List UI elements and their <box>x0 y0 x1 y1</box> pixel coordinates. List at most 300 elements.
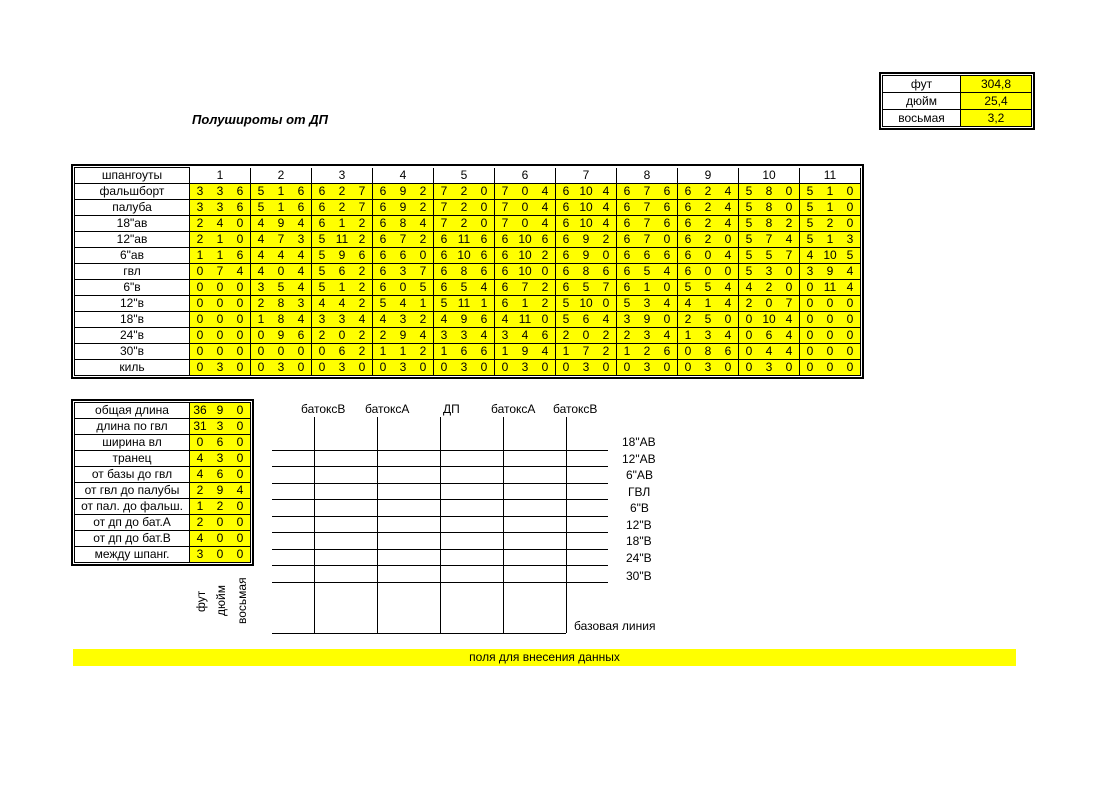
offset-cell[interactable]: 2 <box>678 312 699 328</box>
offset-cell[interactable]: 2 <box>332 184 352 200</box>
offset-cell[interactable]: 11 <box>515 312 535 328</box>
offset-cell[interactable]: 2 <box>352 296 373 312</box>
unit-value[interactable]: 25,4 <box>961 93 1032 110</box>
offset-cell[interactable]: 7 <box>352 200 373 216</box>
offset-cell[interactable]: 0 <box>820 328 840 344</box>
offset-cell[interactable]: 10 <box>515 232 535 248</box>
offset-cell[interactable]: 7 <box>210 264 230 280</box>
offset-cell[interactable]: 4 <box>657 296 678 312</box>
offset-cell[interactable]: 3 <box>495 328 516 344</box>
param-value-cell[interactable]: 2 <box>210 499 230 515</box>
offset-cell[interactable]: 5 <box>454 280 474 296</box>
offset-cell[interactable]: 6 <box>657 216 678 232</box>
offset-cell[interactable]: 6 <box>332 264 352 280</box>
offset-cell[interactable]: 4 <box>596 312 617 328</box>
offset-cell[interactable]: 1 <box>271 200 291 216</box>
offset-cell[interactable]: 0 <box>739 328 760 344</box>
offset-cell[interactable]: 6 <box>617 232 638 248</box>
offset-cell[interactable]: 0 <box>800 344 821 360</box>
offset-cell[interactable]: 0 <box>718 312 739 328</box>
offset-cell[interactable]: 4 <box>596 200 617 216</box>
offset-cell[interactable]: 6 <box>230 200 251 216</box>
offset-cell[interactable]: 2 <box>352 264 373 280</box>
offset-cell[interactable]: 2 <box>535 296 556 312</box>
offset-cell[interactable]: 9 <box>576 248 596 264</box>
offset-cell[interactable]: 3 <box>190 184 211 200</box>
offset-cell[interactable]: 6 <box>434 280 455 296</box>
offset-cell[interactable]: 2 <box>698 216 718 232</box>
offset-cell[interactable]: 3 <box>271 360 291 376</box>
offset-cell[interactable]: 10 <box>759 312 779 328</box>
offset-cell[interactable]: 3 <box>637 296 657 312</box>
offset-cell[interactable]: 0 <box>556 360 577 376</box>
param-value-cell[interactable]: 0 <box>230 451 251 467</box>
offset-cell[interactable]: 3 <box>393 312 413 328</box>
offset-cell[interactable]: 3 <box>210 360 230 376</box>
offset-cell[interactable]: 5 <box>800 232 821 248</box>
offset-cell[interactable]: 6 <box>617 216 638 232</box>
offset-cell[interactable]: 0 <box>779 200 800 216</box>
offset-cell[interactable]: 0 <box>840 200 861 216</box>
offset-cell[interactable]: 0 <box>190 296 211 312</box>
offset-cell[interactable]: 6 <box>454 344 474 360</box>
offset-cell[interactable]: 4 <box>291 280 312 296</box>
offset-cell[interactable]: 6 <box>291 184 312 200</box>
offset-cell[interactable]: 6 <box>434 248 455 264</box>
offset-cell[interactable]: 6 <box>657 184 678 200</box>
param-value-cell[interactable]: 0 <box>230 467 251 483</box>
offset-cell[interactable]: 4 <box>779 232 800 248</box>
offset-cell[interactable]: 2 <box>698 184 718 200</box>
offset-cell[interactable]: 2 <box>352 280 373 296</box>
offset-cell[interactable]: 7 <box>637 232 657 248</box>
offset-cell[interactable]: 6 <box>678 232 699 248</box>
offset-cell[interactable]: 5 <box>840 248 861 264</box>
offset-cell[interactable]: 2 <box>617 328 638 344</box>
offset-cell[interactable]: 0 <box>739 312 760 328</box>
offset-cell[interactable]: 0 <box>210 280 230 296</box>
offset-cell[interactable]: 5 <box>312 248 333 264</box>
offset-cell[interactable]: 6 <box>373 200 394 216</box>
offset-cell[interactable]: 10 <box>576 296 596 312</box>
offset-cell[interactable]: 4 <box>474 280 495 296</box>
offset-cell[interactable]: 0 <box>759 296 779 312</box>
offset-cell[interactable]: 7 <box>434 184 455 200</box>
offset-cell[interactable]: 5 <box>556 312 577 328</box>
offset-cell[interactable]: 0 <box>515 200 535 216</box>
offset-cell[interactable]: 1 <box>820 184 840 200</box>
offset-cell[interactable]: 0 <box>312 360 333 376</box>
offset-cell[interactable]: 6 <box>495 232 516 248</box>
offset-cell[interactable]: 5 <box>617 296 638 312</box>
param-value-cell[interactable]: 0 <box>230 435 251 451</box>
offset-cell[interactable]: 4 <box>657 328 678 344</box>
offset-cell[interactable]: 10 <box>820 248 840 264</box>
offset-cell[interactable]: 0 <box>230 344 251 360</box>
offset-cell[interactable]: 0 <box>657 232 678 248</box>
offset-cell[interactable]: 6 <box>312 184 333 200</box>
offset-cell[interactable]: 0 <box>413 248 434 264</box>
offset-cell[interactable]: 6 <box>556 264 577 280</box>
offset-cell[interactable]: 0 <box>820 344 840 360</box>
offset-cell[interactable]: 6 <box>434 232 455 248</box>
offset-cell[interactable]: 1 <box>332 216 352 232</box>
offset-cell[interactable]: 0 <box>739 360 760 376</box>
offset-cell[interactable]: 7 <box>637 216 657 232</box>
offset-cell[interactable]: 1 <box>617 344 638 360</box>
offset-cell[interactable]: 6 <box>617 264 638 280</box>
offset-cell[interactable]: 6 <box>495 264 516 280</box>
offset-cell[interactable]: 9 <box>637 312 657 328</box>
offset-cell[interactable]: 0 <box>840 328 861 344</box>
offset-cell[interactable]: 5 <box>739 248 760 264</box>
offset-cell[interactable]: 6 <box>434 264 455 280</box>
offset-cell[interactable]: 6 <box>393 248 413 264</box>
offset-cell[interactable]: 2 <box>759 280 779 296</box>
param-value-cell[interactable]: 0 <box>210 547 230 563</box>
offset-cell[interactable]: 4 <box>332 296 352 312</box>
offset-cell[interactable]: 4 <box>657 264 678 280</box>
offset-cell[interactable]: 6 <box>759 328 779 344</box>
offset-cell[interactable]: 6 <box>474 232 495 248</box>
offset-cell[interactable]: 0 <box>190 344 211 360</box>
offset-cell[interactable]: 6 <box>474 248 495 264</box>
offset-cell[interactable]: 2 <box>820 216 840 232</box>
offset-cell[interactable]: 2 <box>698 200 718 216</box>
offset-cell[interactable]: 4 <box>434 312 455 328</box>
offset-cell[interactable]: 5 <box>251 200 272 216</box>
offset-cell[interactable]: 5 <box>312 232 333 248</box>
param-value-cell[interactable]: 36 <box>190 403 211 419</box>
offset-cell[interactable]: 1 <box>495 344 516 360</box>
param-value-cell[interactable]: 0 <box>190 435 211 451</box>
offset-cell[interactable]: 0 <box>678 344 699 360</box>
offset-cell[interactable]: 10 <box>576 216 596 232</box>
offset-cell[interactable]: 4 <box>474 328 495 344</box>
offset-cell[interactable]: 11 <box>820 280 840 296</box>
offset-cell[interactable]: 3 <box>617 312 638 328</box>
offset-cell[interactable]: 6 <box>617 184 638 200</box>
offset-cell[interactable]: 4 <box>718 248 739 264</box>
offset-cell[interactable]: 9 <box>271 328 291 344</box>
offset-cell[interactable]: 0 <box>190 312 211 328</box>
offset-cell[interactable]: 0 <box>596 296 617 312</box>
offset-cell[interactable]: 0 <box>251 344 272 360</box>
param-value-cell[interactable]: 4 <box>190 531 211 547</box>
offset-cell[interactable]: 5 <box>251 184 272 200</box>
offset-cell[interactable]: 6 <box>373 280 394 296</box>
offset-cell[interactable]: 0 <box>230 280 251 296</box>
offset-cell[interactable]: 4 <box>535 200 556 216</box>
offset-cell[interactable]: 2 <box>413 184 434 200</box>
offset-cell[interactable]: 6 <box>291 328 312 344</box>
offset-cell[interactable]: 0 <box>535 264 556 280</box>
offset-cell[interactable]: 0 <box>230 328 251 344</box>
offset-cell[interactable]: 9 <box>393 328 413 344</box>
offset-cell[interactable]: 2 <box>454 184 474 200</box>
param-value-cell[interactable]: 2 <box>190 515 211 531</box>
offset-cell[interactable]: 1 <box>271 184 291 200</box>
offset-cell[interactable]: 7 <box>596 280 617 296</box>
offset-cell[interactable]: 5 <box>739 216 760 232</box>
offset-cell[interactable]: 3 <box>393 360 413 376</box>
unit-value[interactable]: 3,2 <box>961 110 1032 127</box>
param-value-cell[interactable]: 0 <box>210 531 230 547</box>
offset-cell[interactable]: 2 <box>190 232 211 248</box>
offset-cell[interactable]: 6 <box>495 280 516 296</box>
offset-cell[interactable]: 3 <box>759 360 779 376</box>
offset-cell[interactable]: 0 <box>779 264 800 280</box>
offset-cell[interactable]: 0 <box>657 312 678 328</box>
offset-cell[interactable]: 6 <box>373 184 394 200</box>
offset-cell[interactable]: 0 <box>474 200 495 216</box>
offset-cell[interactable]: 0 <box>657 280 678 296</box>
offset-cell[interactable]: 0 <box>291 360 312 376</box>
offset-cell[interactable]: 4 <box>413 216 434 232</box>
offset-cell[interactable]: 0 <box>190 280 211 296</box>
offset-cell[interactable]: 0 <box>820 360 840 376</box>
param-value-cell[interactable]: 0 <box>210 515 230 531</box>
offset-cell[interactable]: 5 <box>739 264 760 280</box>
offset-cell[interactable]: 0 <box>190 360 211 376</box>
offset-cell[interactable]: 2 <box>352 232 373 248</box>
offset-cell[interactable]: 0 <box>271 344 291 360</box>
offset-cell[interactable]: 0 <box>230 216 251 232</box>
offset-cell[interactable]: 4 <box>251 248 272 264</box>
offset-cell[interactable]: 6 <box>312 216 333 232</box>
offset-cell[interactable]: 3 <box>454 360 474 376</box>
offset-cell[interactable]: 7 <box>413 264 434 280</box>
offset-cell[interactable]: 6 <box>474 344 495 360</box>
offset-cell[interactable]: 7 <box>515 280 535 296</box>
offset-cell[interactable]: 7 <box>576 344 596 360</box>
offset-cell[interactable]: 2 <box>556 328 577 344</box>
offset-cell[interactable]: 6 <box>312 200 333 216</box>
offset-cell[interactable]: 3 <box>291 296 312 312</box>
offset-cell[interactable]: 4 <box>596 216 617 232</box>
offset-cell[interactable]: 6 <box>373 264 394 280</box>
offset-cell[interactable]: 0 <box>535 312 556 328</box>
offset-cell[interactable]: 4 <box>718 216 739 232</box>
offset-cell[interactable]: 6 <box>657 248 678 264</box>
offset-cell[interactable]: 1 <box>190 248 211 264</box>
offset-cell[interactable]: 0 <box>698 248 718 264</box>
offset-cell[interactable]: 7 <box>779 296 800 312</box>
offset-cell[interactable]: 4 <box>291 264 312 280</box>
offset-cell[interactable]: 2 <box>596 328 617 344</box>
offset-cell[interactable]: 7 <box>271 232 291 248</box>
offset-cell[interactable]: 1 <box>637 280 657 296</box>
offset-cell[interactable]: 6 <box>556 248 577 264</box>
offset-cell[interactable]: 6 <box>535 328 556 344</box>
offset-cell[interactable]: 0 <box>840 216 861 232</box>
offset-cell[interactable]: 6 <box>373 216 394 232</box>
offset-cell[interactable]: 0 <box>230 312 251 328</box>
offset-cell[interactable]: 8 <box>698 344 718 360</box>
offset-cell[interactable]: 2 <box>535 248 556 264</box>
offset-cell[interactable]: 7 <box>434 200 455 216</box>
offset-cell[interactable]: 4 <box>291 216 312 232</box>
offset-cell[interactable]: 8 <box>393 216 413 232</box>
offset-cell[interactable]: 7 <box>495 184 516 200</box>
offset-cell[interactable]: 1 <box>556 344 577 360</box>
offset-cell[interactable]: 6 <box>373 232 394 248</box>
offset-cell[interactable]: 3 <box>637 360 657 376</box>
offset-cell[interactable]: 0 <box>698 264 718 280</box>
offset-cell[interactable]: 6 <box>352 248 373 264</box>
offset-cell[interactable]: 2 <box>739 296 760 312</box>
offset-cell[interactable]: 1 <box>373 344 394 360</box>
offset-cell[interactable]: 0 <box>718 264 739 280</box>
offset-cell[interactable]: 9 <box>271 216 291 232</box>
offset-cell[interactable]: 4 <box>678 296 699 312</box>
offset-cell[interactable]: 0 <box>190 328 211 344</box>
offset-cell[interactable]: 4 <box>840 280 861 296</box>
offset-cell[interactable]: 0 <box>291 344 312 360</box>
offset-cell[interactable]: 0 <box>393 280 413 296</box>
offset-cell[interactable]: 0 <box>230 296 251 312</box>
offset-cell[interactable]: 2 <box>352 216 373 232</box>
offset-cell[interactable]: 4 <box>312 296 333 312</box>
offset-cell[interactable]: 8 <box>759 200 779 216</box>
offset-cell[interactable]: 4 <box>251 264 272 280</box>
offset-cell[interactable]: 9 <box>820 264 840 280</box>
offset-cell[interactable]: 3 <box>332 312 352 328</box>
offset-cell[interactable]: 6 <box>678 184 699 200</box>
offset-cell[interactable]: 4 <box>800 248 821 264</box>
offset-cell[interactable]: 2 <box>352 328 373 344</box>
offset-cell[interactable]: 0 <box>210 328 230 344</box>
offset-cell[interactable]: 7 <box>637 200 657 216</box>
offset-cell[interactable]: 1 <box>434 344 455 360</box>
offset-cell[interactable]: 2 <box>698 232 718 248</box>
offset-cell[interactable]: 6 <box>474 264 495 280</box>
offset-cell[interactable]: 0 <box>434 360 455 376</box>
param-value-cell[interactable]: 4 <box>190 451 211 467</box>
offset-cell[interactable]: 5 <box>739 200 760 216</box>
offset-cell[interactable]: 2 <box>413 344 434 360</box>
offset-cell[interactable]: 0 <box>210 296 230 312</box>
offset-cell[interactable]: 8 <box>271 312 291 328</box>
offset-cell[interactable]: 1 <box>393 344 413 360</box>
offset-cell[interactable]: 4 <box>210 216 230 232</box>
offset-cell[interactable]: 0 <box>535 360 556 376</box>
offset-cell[interactable]: 0 <box>718 232 739 248</box>
offset-cell[interactable]: 7 <box>393 232 413 248</box>
offset-cell[interactable]: 5 <box>800 200 821 216</box>
offset-cell[interactable]: 8 <box>759 184 779 200</box>
param-value-cell[interactable]: 4 <box>230 483 251 499</box>
offset-cell[interactable]: 5 <box>373 296 394 312</box>
param-value-cell[interactable]: 1 <box>190 499 211 515</box>
offset-cell[interactable]: 3 <box>759 264 779 280</box>
offset-cell[interactable]: 0 <box>312 344 333 360</box>
offset-cell[interactable]: 10 <box>515 248 535 264</box>
param-value-cell[interactable]: 0 <box>230 547 251 563</box>
offset-cell[interactable]: 7 <box>352 184 373 200</box>
param-value-cell[interactable]: 31 <box>190 419 211 435</box>
offset-cell[interactable]: 4 <box>271 248 291 264</box>
offset-cell[interactable]: 6 <box>556 216 577 232</box>
offset-cell[interactable]: 0 <box>800 328 821 344</box>
offset-cell[interactable]: 4 <box>535 184 556 200</box>
offset-cell[interactable]: 0 <box>251 328 272 344</box>
offset-cell[interactable]: 5 <box>800 216 821 232</box>
offset-cell[interactable]: 4 <box>352 312 373 328</box>
offset-cell[interactable]: 2 <box>535 280 556 296</box>
offset-cell[interactable]: 6 <box>556 232 577 248</box>
offset-cell[interactable]: 6 <box>678 248 699 264</box>
offset-cell[interactable]: 2 <box>413 312 434 328</box>
offset-cell[interactable]: 3 <box>291 232 312 248</box>
offset-cell[interactable]: 9 <box>332 248 352 264</box>
offset-cell[interactable]: 5 <box>637 264 657 280</box>
offset-cell[interactable]: 0 <box>739 344 760 360</box>
offset-cell[interactable]: 10 <box>515 264 535 280</box>
offset-cell[interactable]: 0 <box>800 280 821 296</box>
offset-cell[interactable]: 0 <box>596 360 617 376</box>
offset-cell[interactable]: 6 <box>535 232 556 248</box>
offset-cell[interactable]: 0 <box>474 184 495 200</box>
offset-cell[interactable]: 1 <box>698 296 718 312</box>
offset-cell[interactable]: 2 <box>454 200 474 216</box>
offset-cell[interactable]: 0 <box>840 296 861 312</box>
offset-cell[interactable]: 5 <box>739 184 760 200</box>
offset-cell[interactable]: 5 <box>312 264 333 280</box>
offset-cell[interactable]: 0 <box>800 360 821 376</box>
param-value-cell[interactable]: 3 <box>190 547 211 563</box>
offset-cell[interactable]: 6 <box>556 280 577 296</box>
offset-cell[interactable]: 6 <box>332 344 352 360</box>
offset-cell[interactable]: 4 <box>393 296 413 312</box>
offset-cell[interactable]: 0 <box>251 360 272 376</box>
offset-cell[interactable]: 0 <box>779 360 800 376</box>
offset-cell[interactable]: 0 <box>779 280 800 296</box>
offset-cell[interactable]: 8 <box>271 296 291 312</box>
param-value-cell[interactable]: 0 <box>230 419 251 435</box>
offset-cell[interactable]: 1 <box>515 296 535 312</box>
offset-cell[interactable]: 2 <box>637 344 657 360</box>
offset-cell[interactable]: 4 <box>718 200 739 216</box>
offset-cell[interactable]: 6 <box>230 184 251 200</box>
offset-cell[interactable]: 6 <box>617 280 638 296</box>
offset-cell[interactable]: 3 <box>515 360 535 376</box>
offset-cell[interactable]: 10 <box>454 248 474 264</box>
offset-cell[interactable]: 1 <box>251 312 272 328</box>
offset-cell[interactable]: 0 <box>596 248 617 264</box>
offset-cell[interactable]: 1 <box>210 248 230 264</box>
offset-cell[interactable]: 7 <box>495 216 516 232</box>
offset-cell[interactable]: 5 <box>698 280 718 296</box>
offset-cell[interactable]: 4 <box>251 216 272 232</box>
offset-cell[interactable]: 4 <box>718 296 739 312</box>
offset-cell[interactable]: 4 <box>535 344 556 360</box>
offset-cell[interactable]: 6 <box>556 184 577 200</box>
offset-cell[interactable]: 2 <box>413 200 434 216</box>
offset-cell[interactable]: 5 <box>759 248 779 264</box>
offset-cell[interactable]: 3 <box>190 200 211 216</box>
offset-cell[interactable]: 3 <box>210 184 230 200</box>
offset-cell[interactable]: 6 <box>637 248 657 264</box>
offset-cell[interactable]: 4 <box>535 216 556 232</box>
offset-cell[interactable]: 0 <box>271 264 291 280</box>
offset-cell[interactable]: 2 <box>373 328 394 344</box>
offset-cell[interactable]: 1 <box>474 296 495 312</box>
param-value-cell[interactable]: 9 <box>210 403 230 419</box>
offset-cell[interactable]: 0 <box>840 344 861 360</box>
offset-cell[interactable]: 9 <box>454 312 474 328</box>
offset-cell[interactable]: 5 <box>698 312 718 328</box>
